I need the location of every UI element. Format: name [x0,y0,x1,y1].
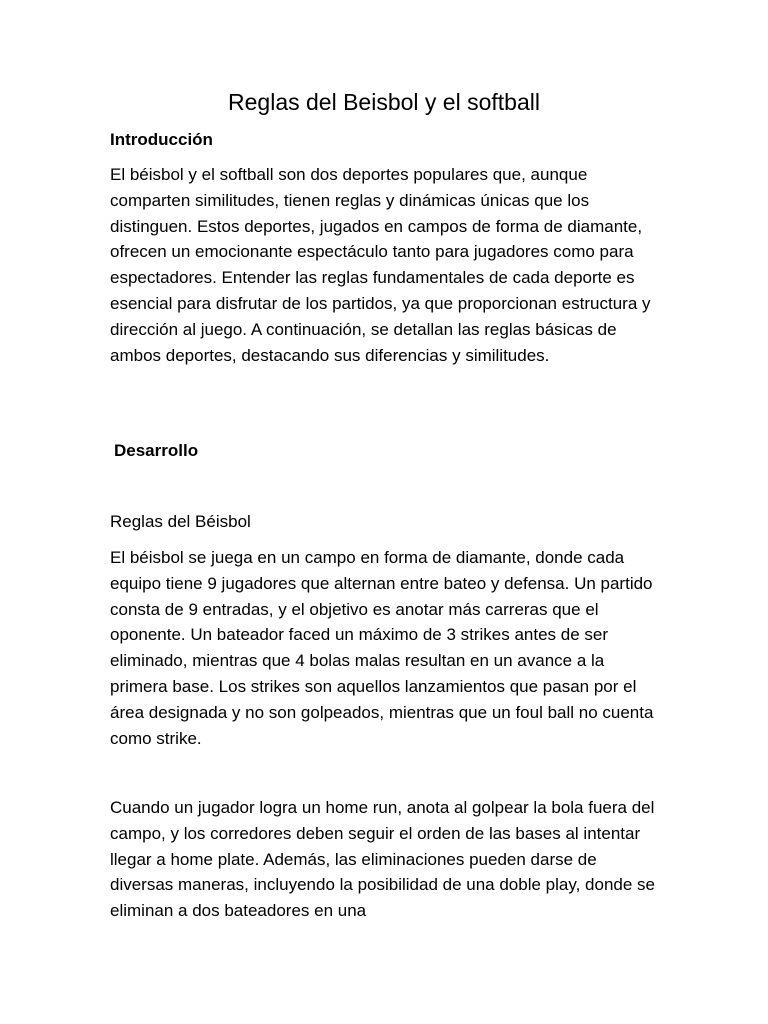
section-heading-introduccion: Introducción [110,130,213,149]
section-heading-desarrollo: Desarrollo [114,441,199,460]
subheading-reglas-beisbol: Reglas del Béisbol [110,512,251,531]
intro-paragraph: El béisbol y el softball son dos deportes populares que, aunque comparten similitudes, tienen reglas y dinámicas únicas que los distinguen. Estos deportes, jugados en campos de forma de diamante, ofrecen un emocionante espectáculo tanto para jugadores como para espectadores. Entender las reglas fundamentales de cada deporte es esencial para disfrutar de los partidos, ya que proporcionan estructura y dirección al juego. A continuación, se detallan las reglas básicas de ambos deportes, destacando sus diferencias y similitudes. [110,165,651,365]
baseball-paragraph-1: El béisbol se juega en un campo en forma de diamante, donde cada equipo tiene 9 jugadores que alternan entre bateo y defensa. Un partido consta de 9 entradas, y el objetivo es anotar más carreras que el oponente. Un bateador faced un máximo de 3 strikes antes de ser eliminado, mientras que 4 bolas malas resultan en un avance a la primera base. Los strikes son aquellos lanzamientos que pasan por el área designada y no son golpeados, mientras que un foul ball no cuenta como strike. [110,548,654,748]
document-title: Reglas del Beisbol y el softball [228,89,540,115]
baseball-paragraph-2: Cuando un jugador logra un home run, anota al golpear la bola fuera del campo, y los corredores deben seguir el orden de las bases al intentar llegar a home plate. Además, las eliminaciones pueden darse de diversas maneras, incluyendo la posibilidad de una doble play, donde se eliminan a dos bateadores en una [110,798,655,921]
